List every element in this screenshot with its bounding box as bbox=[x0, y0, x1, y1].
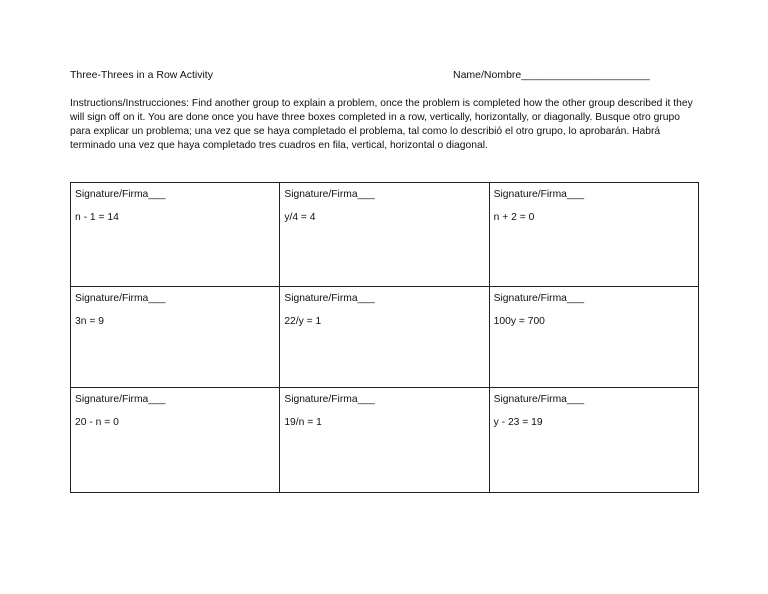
signature-line: Signature/Firma___ bbox=[493, 293, 585, 304]
equation: y/4 = 4 bbox=[284, 212, 316, 223]
grid-cell bbox=[489, 183, 698, 287]
signature-line: Signature/Firma___ bbox=[75, 394, 166, 405]
equation: 20 - n = 0 bbox=[75, 417, 119, 428]
equation: 19/n = 1 bbox=[284, 417, 322, 428]
equation: 22/y = 1 bbox=[284, 316, 322, 327]
grid-cell bbox=[489, 287, 698, 388]
equation: n + 2 = 0 bbox=[493, 212, 535, 223]
signature-line: Signature/Firma___ bbox=[75, 189, 166, 200]
grid-cell bbox=[280, 183, 489, 287]
grid-cell bbox=[71, 388, 280, 493]
signature-line: Signature/Firma___ bbox=[75, 293, 166, 304]
signature-line: Signature/Firma___ bbox=[284, 394, 375, 405]
grid-row bbox=[71, 183, 699, 287]
equation: n - 1 = 14 bbox=[75, 212, 119, 223]
grid-row bbox=[71, 287, 699, 388]
grid-cell bbox=[71, 287, 280, 388]
problem-grid bbox=[70, 182, 699, 493]
name-field: Name/Nombre______________________ bbox=[453, 69, 650, 81]
signature-line: Signature/Firma___ bbox=[493, 394, 585, 405]
signature-line: Signature/Firma___ bbox=[284, 189, 375, 200]
grid-cell bbox=[280, 287, 489, 388]
grid-cell bbox=[71, 183, 280, 287]
equation: 100y = 700 bbox=[493, 316, 545, 327]
grid-cell bbox=[280, 388, 489, 493]
activity-title: Three-Threes in a Row Activity bbox=[70, 69, 213, 81]
equation: 3n = 9 bbox=[75, 316, 104, 327]
signature-line: Signature/Firma___ bbox=[493, 189, 585, 200]
grid-row bbox=[71, 388, 699, 493]
equation: y - 23 = 19 bbox=[493, 417, 543, 428]
grid-cell bbox=[489, 388, 698, 493]
instructions-text: Instructions/Instrucciones: Find another group to explain a problem, once the problem is completed how the other group described it they will sign off on it. You are done once you have three boxes completed in a row, vertically, horizontally, or diagonally. Busque otro grupo para explicar un problema; una vez que se haya completado el problema, tal como lo describió el otro grupo, lo aprobarán. Habrá terminado una vez que haya completado tres cuadros en fila, vertical, horizontal o diagonal. bbox=[70, 98, 693, 151]
signature-line: Signature/Firma___ bbox=[284, 293, 375, 304]
